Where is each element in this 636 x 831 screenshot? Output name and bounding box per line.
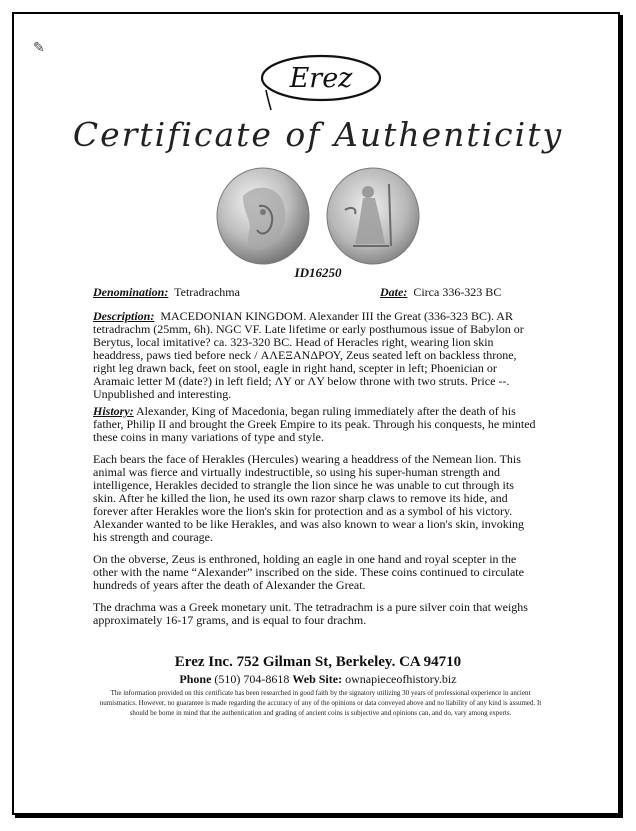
history-paragraph: On the obverse, Zeus is enthroned, holding an eagle in one hand and royal scepter in the other with the name “Alexander” inscribed on the side. These coins continued to circulate hundreds of years after the death of Alexander the Great. [93,552,524,592]
company-address: Erez Inc. 752 Gilman St, Berkeley. CA 94710 [174,654,462,670]
logo-text: Erez [289,63,353,94]
phone-label: Phone [179,672,212,686]
date-value: Circa 336-323 BC [413,285,502,299]
certificate-id: ID16250 [294,265,342,280]
corner-pencil-mark: ✎ [33,41,45,56]
denomination-row [93,285,240,300]
reverse-coin-zeus [327,168,419,264]
website-label: Web Site: [292,672,343,686]
denomination-value: Tetradrachma [174,285,240,299]
date-row [380,285,501,300]
description-label: Description: [93,309,155,323]
certificate-title: Certificate of Authenticity [72,115,564,154]
contact-line [0,672,636,687]
history-paragraph: Each bears the face of Herakles (Hercules) wearing a headdress of the Nemean lion. This animal was fierce and virtually indestructible, so using his super-human strength and intelligence, Herakles decided to strangle the lion since he was unable to cut through its skin. After he killed the lion, he used its own razor sharp claws to remove its hide, and forever after Herakles wore the lion's skin for protection and as a symbol of his victory. Alexander wanted to be like Herakles, and was also known to wear a lion's skin, invoking his strength and courage. [93,452,525,544]
erez-logo [258,52,384,110]
phone-number: (510) 704-8618 [214,672,290,686]
obverse-coin-heracles [217,168,309,264]
disclaimer-text: The information provided on this certificate has been researched in good faith by the signatory utilizing 30 years of professional experience in ancient numismatics. However, no guarantee is made regarding the accuracy of any of the opinions or data conveyed above and no liability of any kind is assumed. It should be borne in mind that the authentication and grading of ancient coins is subjective and opinions can, and do, vary among experts. [99,689,542,717]
website-link[interactable]: ownapieceofhistory.biz [345,672,457,686]
history-paragraph: Alexander, King of Macedonia, began ruling immediately after the death of his father, Philip II and brought the Greek Empire to its peak. Through his conquests, he minted these coins in many variations of type and style. [93,404,536,444]
date-label: Date: [380,285,408,299]
history-paragraph: The drachma was a Greek monetary unit. The tetradrachm is a pure silver coin that weighs approximately 16-17 grams, and is equal to four drachm. [93,600,528,627]
description-text: MACEDONIAN KINGDOM. Alexander III the Great (336-323 BC). AR tetradrachm (25mm, 6h). NGC VF. Late lifetime or early posthumous issue of Babylon or Berytus, local imitative? ca. 323-320 BC. Head of Heracles right, wearing lion skin headdress, paws tied before neck / ΑΛΕΞΑΝΔΡΟΥ, Zeus seated left on backless throne, right leg drawn back, feet on stool, eagle in right hand, scepter in left; Phoenician or Aramaic letter M (date?) in left field; ΛY or ΛY below throne with two struts. Price --. Unpublished and interesting. [93,309,524,401]
denomination-label: Denomination: [93,285,169,299]
coin-images [213,166,423,266]
history-section [93,405,538,636]
history-label: History: [93,404,134,418]
description-section [93,310,538,410]
